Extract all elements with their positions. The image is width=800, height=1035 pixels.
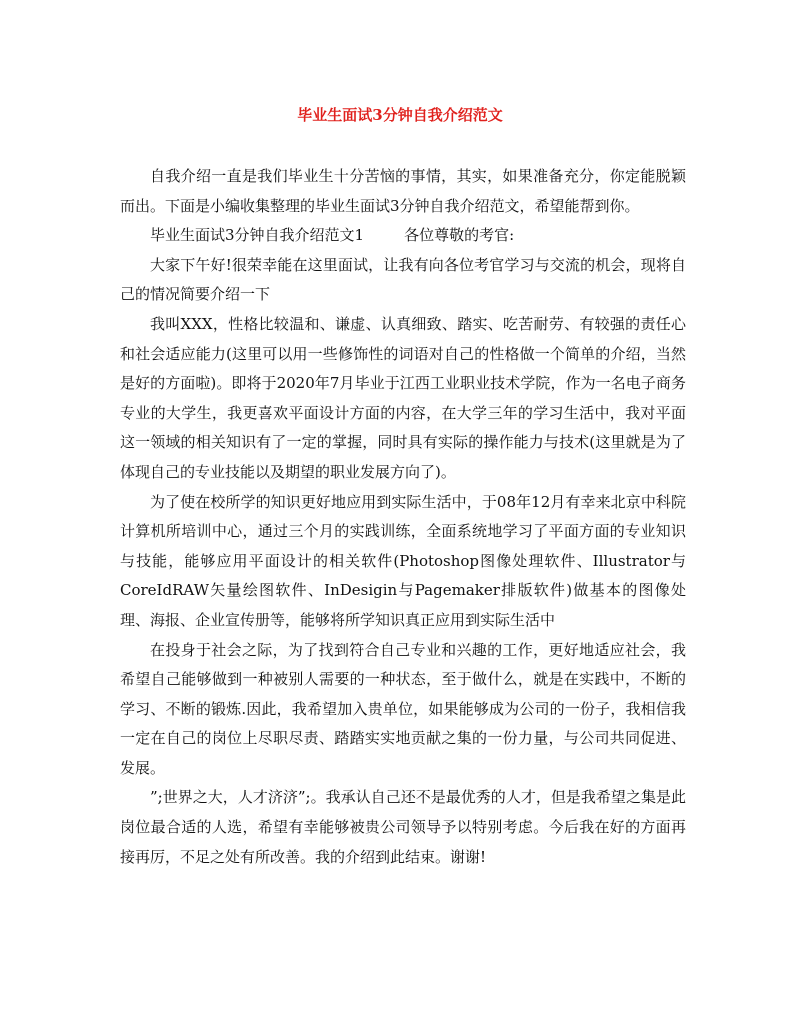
document-body: [120, 162, 686, 872]
document-title: 毕业生面试3分钟自我介绍范文: [297, 106, 503, 124]
body-paragraph: 为了使在校所学的知识更好地应用到实际生活中，于08年12月有幸来北京中科院计算机所培训中心，通过三个月的实践训练，全面系统地学习了平面方面的专业知识与技能，能够应用平面设计的相关软件(Photoshop图像处理软件、Illustrator与CoreIdRAW矢量绘图软件、InDesigin与Pagemaker排版软件)做基本的图像处理、海报、企业宣传册等，能够将所学知识真正应用到实际生活中: [120, 492, 686, 629]
body-paragraph: 大家下午好!很荣幸能在这里面试，让我有向各位考官学习与交流的机会，现将自己的情况简要介绍一下: [120, 255, 686, 304]
intro-paragraph: 自我介绍一直是我们毕业生十分苦恼的事情，其实，如果准备充分，你定能脱颖而出。下面是小编收集整理的毕业生面试3分钟自我介绍范文，希望能帮到你。: [120, 167, 686, 215]
sample-subheading: [120, 221, 686, 251]
body-paragraph: 在投身于社会之际，为了找到符合自己专业和兴趣的工作，更好地适应社会，我希望自己能够做到一种被别人需要的一种状态，至于做什么，就是在实践中，不断的学习、不断的锻炼.因此，我希望加入贵单位，如果能够成为公司的一份子，我相信我一定在自己的岗位上尽职尽责、踏踏实实地贡献之集的一份力量，与公司共同促进、发展。: [120, 640, 686, 777]
body-paragraph: 我叫XXX，性格比较温和、谦虚、认真细致、踏实、吃苦耐劳、有较强的责任心和社会适应能力(这里可以用一些修饰性的词语对自己的性格做一个简单的介绍，当然是好的方面啦)。即将于2020年7月毕业于江西工业职业技术学院，作为一名电子商务专业的大学生，我更喜欢平面设计方面的内容，在大学三年的学习生活中，我对平面这一领域的相关知识有了一定的掌握，同时具有实际的操作能力与技术(这里就是为了体现自己的专业技能以及期望的职业发展方向了)。: [120, 314, 686, 481]
greeting: 各位尊敬的考官:: [404, 226, 515, 245]
sample-label: 毕业生面试3分钟自我介绍范文1: [150, 226, 365, 245]
closing-paragraph: ”;世界之大，人才济济”;。我承认自己还不是最优秀的人才，但是我希望之集是此岗位最合适的人选，希望有幸能够被贵公司领导予以特别考虑。今后我在好的方面再接再厉，不足之处有所改善。我的介绍到此结束。谢谢!: [120, 788, 686, 866]
